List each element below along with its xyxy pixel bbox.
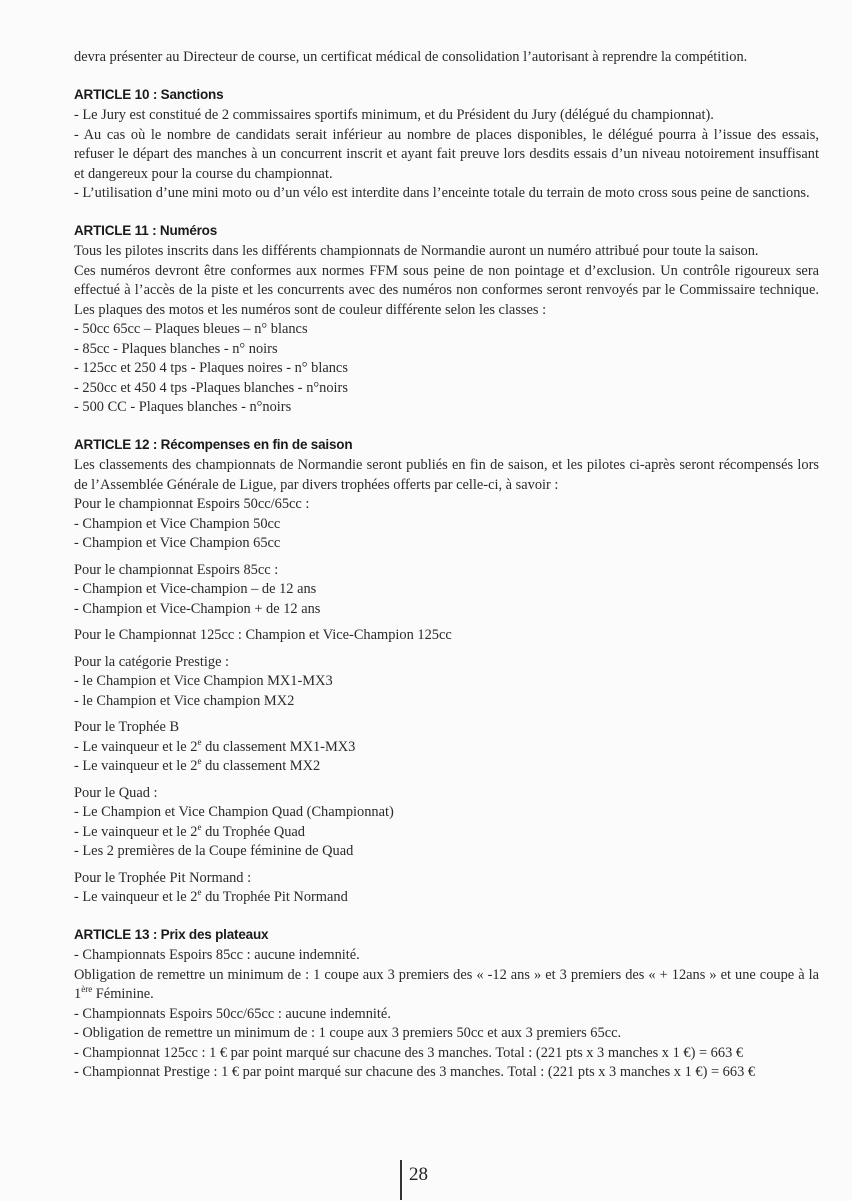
intro-paragraph: devra présenter au Directeur de course, un certificat médical de consolidation l’autorisant à reprendre la compétition.: [74, 49, 748, 65]
article-10-paragraph-1: - Le Jury est constitué de 2 commissaires sportifs minimum, et du Président du Jury (délégué du championnat).: [74, 107, 714, 123]
article-12: [74, 435, 819, 908]
article-10: [74, 85, 819, 204]
list-item: - Championnats Espoirs 50cc/65cc : aucune indemnité.: [74, 1005, 391, 1022]
award-group-prestige: [74, 653, 819, 712]
award-group-espoirs-85: [74, 561, 819, 620]
list-item: - Le vainqueur et le 2e du classement MX2: [74, 756, 321, 774]
article-11-paragraph-1: Tous les pilotes inscrits dans les différents championnats de Normandie auront un numéro attribué pour toute la saison.: [74, 243, 759, 259]
list-item: - 250cc et 450 4 tps -Plaques blanches - n°noirs: [74, 379, 348, 396]
list-item: - Champion et Vice-Champion + de 12 ans: [74, 600, 321, 617]
list-item: - Les 2 premières de la Coupe féminine de Quad: [74, 843, 354, 859]
list-item: - 50cc 65cc – Plaques bleues – n° blancs: [74, 321, 308, 337]
award-group-heading: Pour le championnat Espoirs 50cc/65cc :: [74, 496, 310, 512]
document-page: [74, 48, 819, 1083]
list-item: - Championnat Prestige : 1 € par point marqué sur chacune des 3 manches. Total : (221 pts x 3 manches x 1 €) = 663 €: [74, 1064, 756, 1080]
list-item: - Championnat 125cc : 1 € par point marqué sur chacune des 3 manches. Total : (221 pts x 3 manches x 1 €) = 663 €: [74, 1044, 744, 1061]
award-group-125cc: [74, 626, 819, 646]
list-item: - Le vainqueur et le 2e du Trophée Quad: [74, 821, 305, 840]
article-10-paragraph-3: - L’utilisation d’une mini moto ou d’un vélo est interdite dans l’enceinte totale du terrain de moto cross sous peine de sanctions.: [74, 185, 810, 201]
article-11: [74, 221, 819, 418]
award-group-heading: Pour le Quad :: [74, 784, 158, 801]
list-item: - le Champion et Vice champion MX2: [74, 692, 295, 709]
article-11-title: ARTICLE 11 : Numéros: [74, 222, 218, 238]
award-group-quad: [74, 784, 819, 862]
list-item: - Le vainqueur et le 2e du classement MX1-MX3: [74, 736, 356, 755]
article-10-paragraph-2: - Au cas où le nombre de candidats serait inférieur au nombre de places disponibles, le délégué pourra à l’issue des essais, refuser le départ des manches à un concurrent inscrit et ayant fait preuve lors desdits essais d’un niveau notoirement insuffisant et dangereux pour la course du championnat.: [74, 126, 819, 182]
list-item: - Champion et Vice-champion – de 12 ans: [74, 581, 317, 597]
award-group-heading: Pour le Trophée B: [74, 719, 180, 735]
award-group-heading: Pour le championnat Espoirs 85cc :: [74, 561, 279, 578]
award-group-pit-normand: [74, 869, 819, 908]
award-group-heading: Pour la catégorie Prestige :: [74, 653, 230, 670]
article-11-paragraph-2: Ces numéros devront être conformes aux normes FFM sous peine de non pointage et d’exclusion. Un contrôle rigoureux sera effectué à l’accès de la piste et les concurrents avec des numéros non conformes seront renvoyés par le Commissaire technique. Les plaques des motos et les numéros sont de couleur différente selon les classes :: [74, 262, 819, 318]
award-group-heading: Pour le Trophée Pit Normand :: [74, 869, 252, 886]
article-10-title: ARTICLE 10 : Sanctions: [74, 86, 224, 102]
article-13-title: ARTICLE 13 : Prix des plateaux: [74, 926, 269, 942]
list-item: - Le vainqueur et le 2e du Trophée Pit Normand: [74, 887, 348, 905]
list-item: - Le Champion et Vice Champion Quad (Championnat): [74, 804, 394, 820]
list-item: - le Champion et Vice Champion MX1-MX3: [74, 673, 333, 689]
list-item: - 85cc - Plaques blanches - n° noirs: [74, 340, 278, 357]
award-group-espoirs-50-65: [74, 495, 819, 554]
article-12-paragraph: Les classements des championnats de Normandie seront publiés en fin de saison, et les pilotes ci-après seront récompensés lors de l’Assemblée Générale de Ligue, par divers trophées offerts par celle-ci, à savoir :: [74, 457, 819, 493]
list-item: - Obligation de remettre un minimum de : 1 coupe aux 3 premiers 50cc et aux 3 premiers 65cc.: [74, 1025, 622, 1041]
list-item: - 500 CC - Plaques blanches - n°noirs: [74, 399, 292, 415]
page-number: 28: [400, 1160, 428, 1200]
list-item: Obligation de remettre un minimum de : 1 coupe aux 3 premiers des « -12 ans » et 3 premiers des « + 12ans » et une coupe à la 1ère Féminine.: [74, 966, 819, 1002]
list-item: - Champion et Vice Champion 50cc: [74, 515, 281, 532]
award-group-trophee-b: [74, 718, 819, 777]
list-item: - 125cc et 250 4 tps - Plaques noires - n° blancs: [74, 360, 348, 376]
list-item: - Championnats Espoirs 85cc : aucune indemnité.: [74, 947, 360, 963]
award-group-heading: Pour le Championnat 125cc : Champion et Vice-Champion 125cc: [74, 627, 452, 643]
list-item: - Champion et Vice Champion 65cc: [74, 535, 281, 551]
article-13: [74, 925, 819, 1083]
article-12-title: ARTICLE 12 : Récompenses en fin de saison: [74, 436, 353, 452]
